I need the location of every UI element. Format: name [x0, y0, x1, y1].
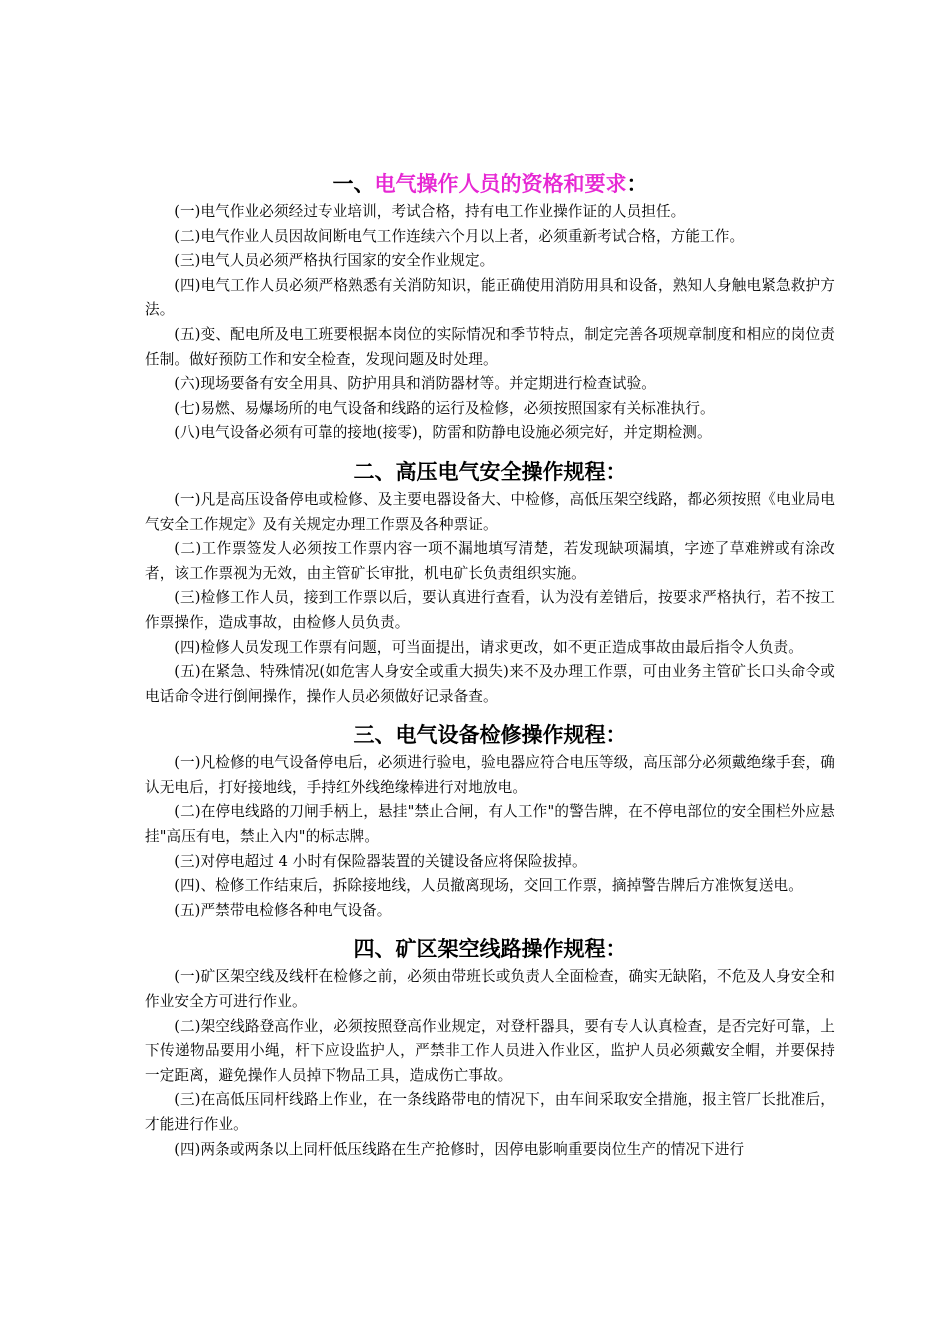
- section-1-body: [145, 200, 835, 446]
- section-1-heading-accent: 电气操作人员的资格和要求: [374, 172, 627, 196]
- section-3-body: [145, 751, 835, 923]
- section-3-heading: 三、电气设备检修操作规程：: [353, 723, 627, 748]
- section-1-heading-prefix: 一、: [332, 172, 375, 196]
- section-4-heading: 四、矿区架空线路操作规程：: [353, 937, 627, 962]
- section-2-heading: 二、高压电气安全操作规程：: [353, 459, 627, 484]
- section-2-body: [145, 488, 835, 709]
- section-2-paragraph: (三)检修工作人员，接到工作票以后，要认真进行查看，认为没有差错后，按要求严格执行，若不按工作票操作，造成事故，由检修人员负责。: [145, 589, 835, 631]
- section-1-paragraph: (二)电气作业人员因故间断电气工作连续六个月以上者，必须重新考试合格，方能工作。: [174, 227, 745, 245]
- section-3-paragraph: (五)严禁带电检修各种电气设备。: [174, 901, 392, 919]
- section-1-paragraph: (五)变、配电所及电工班要根据本岗位的实际情况和季节特点，制定完善各项规章制度和相应的岗位责任制。做好预防工作和安全检查，发现问题及时处理。: [145, 325, 835, 368]
- section-1-paragraph: (三)电气人员必须严格执行国家的安全作业规定。: [174, 252, 495, 270]
- section-1-heading: [145, 168, 835, 200]
- section-1-paragraph: (一)电气作业必须经过专业培训，考试合格，持有电工作业操作证的人员担任。: [174, 203, 686, 220]
- section-2-paragraph: (二)工作票签发人必须按工作票内容一项不漏地填写清楚，若发现缺项漏填，字迹了草难辨或有涂改者，该工作票视为无效，由主管矿长审批，机电矿长负责组织实施。: [145, 540, 835, 582]
- section-2-paragraph: (五)在紧急、特殊情况(如危害人身安全或重大损失)来不及办理工作票，可由业务主管矿长口头命令或电话命令进行倒闸操作，操作人员必须做好记录备查。: [145, 663, 835, 705]
- section-3-paragraph: (四)、检修工作结束后，拆除接地线，人员撤离现场，交回工作票，摘掉警告牌后方准恢复送电。: [174, 877, 803, 895]
- section-4-body: [145, 965, 835, 1162]
- section-1-paragraph: (六)现场要备有安全用具、防护用具和消防器材等。并定期进行检查试验。: [174, 375, 656, 393]
- section-4-paragraph: (一)矿区架空线及线杆在检修之前，必须由带班长或负责人全面检查，确实无缺陷，不危及人身安全和作业安全方可进行作业。: [145, 968, 835, 1011]
- section-2-paragraph: (四)检修人员发现工作票有问题，可当面提出，请求更改，如不更正造成事故由最后指令人负责。: [174, 638, 803, 656]
- section-3-paragraph: (一)凡检修的电气设备停电后，必须进行验电，验电器应符合电压等级，高压部分必须戴绝缘手套，确认无电后，打好接地线，手持红外线绝缘棒进行对地放电。: [145, 754, 835, 796]
- document-page: [145, 168, 835, 1172]
- section-4-paragraph: (二)架空线路登高作业，必须按照登高作业规定，对登杆器具，要有专人认真检查，是否完好可靠，上下传递物品要用小绳，杆下应设监护人，严禁非工作人员进入作业区，监护人员必须戴安全帽，并要保持一定距离，避免操作人员掉下物品工具，造成伤亡事故。: [145, 1017, 835, 1084]
- section-4-paragraph: (四)两条或两条以上同杆低压线路在生产抢修时，因停电影响重要岗位生产的情况下进行: [174, 1140, 745, 1158]
- section-1-heading-suffix: ：: [626, 172, 648, 196]
- section-1-paragraph: (八)电气设备必须有可靠的接地(接零)，防雷和防静电设施必须完好，并定期检测。: [174, 424, 712, 442]
- section-3-paragraph: (二)在停电线路的刀闸手柄上，悬挂"禁止合闸，有人工作"的警告牌，在不停电部位的安全围栏外应悬挂"高压有电，禁止入内"的标志牌。: [145, 803, 835, 846]
- section-1-paragraph: (七)易燃、易爆场所的电气设备和线路的运行及检修，必须按照国家有关标准执行。: [174, 399, 715, 417]
- section-3-paragraph: (三)对停电超过 4 小时有保险器装置的关键设备应将保险拔掉。: [174, 852, 587, 870]
- section-4-paragraph: (三)在高低压同杆线路上作业，在一条线路带电的情况下，由车间采取安全措施，报主管厂长批准后，才能进行作业。: [145, 1091, 835, 1133]
- section-2-paragraph: (一)凡是高压设备停电或检修、及主要电器设备大、中检修，高低压架空线路，都必须按照《电业局电气安全工作规定》及有关规定办理工作票及各种票证。: [145, 490, 835, 533]
- section-1-paragraph: (四)电气工作人员必须严格熟悉有关消防知识，能正确使用消防用具和设备，熟知人身触电紧急救护方法。: [145, 276, 835, 319]
